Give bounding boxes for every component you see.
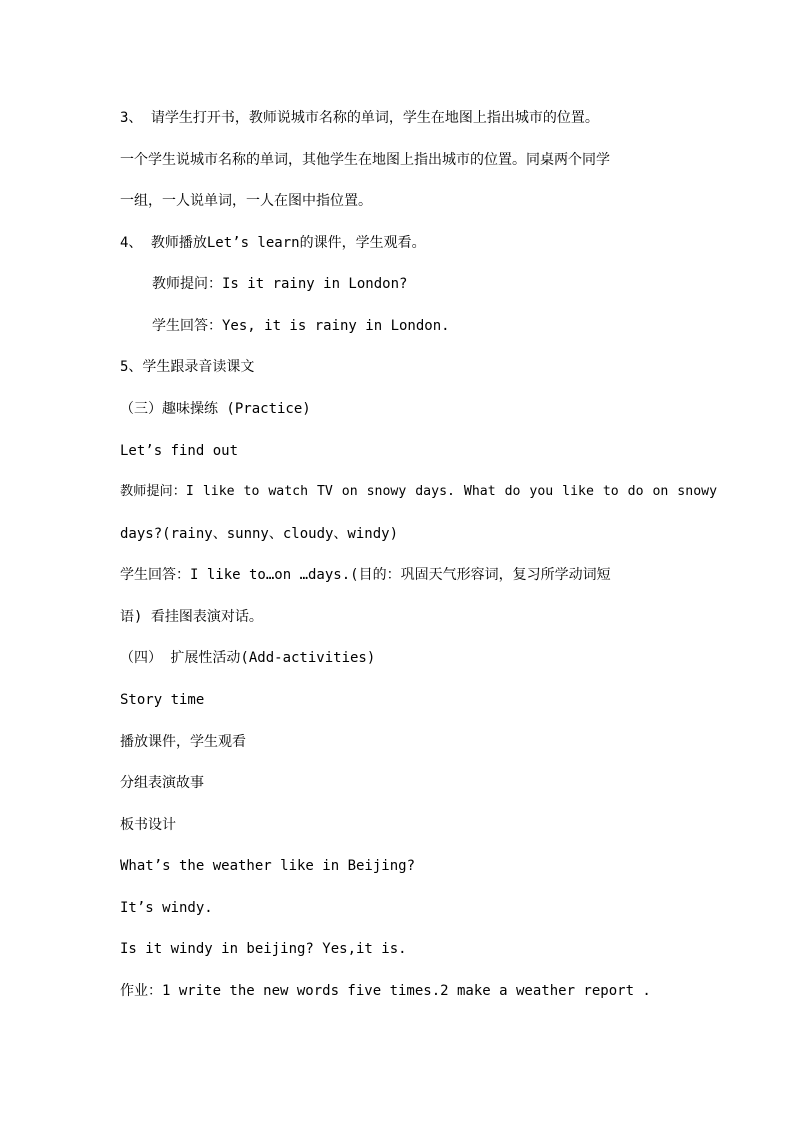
- text-line: Story time: [120, 692, 205, 708]
- text-line: Let’s find out: [120, 443, 239, 459]
- text-line: 学生回答：Yes, it is rainy in London.: [152, 318, 450, 334]
- text-line: 分组表演故事: [120, 775, 204, 791]
- text-line: 4、 教师播放Let’s learn的课件，学生观看。: [120, 235, 426, 251]
- text-line: 教师提问：I like to watch TV on snowy days. What do you like to do on snowy: [120, 484, 718, 499]
- section-heading: （四） 扩展性活动(Add-activities): [120, 650, 376, 666]
- text-line: 5、学生跟录音读课文: [120, 359, 255, 375]
- text-line: Is it windy in beijing? Yes,it is.: [120, 941, 407, 957]
- text-line: 播放课件，学生观看: [120, 734, 246, 750]
- text-line: days?(rainy、sunny、cloudy、windy): [120, 526, 399, 542]
- text-line: It’s windy.: [120, 900, 213, 916]
- text-line: What’s the weather like in Beijing?: [120, 858, 416, 874]
- text-line: 语) 看挂图表演对话。: [120, 609, 263, 625]
- text-line: 板书设计: [120, 817, 176, 833]
- text-line: 一个学生说城市名称的单词，其他学生在地图上指出城市的位置。同桌两个同学: [120, 152, 610, 168]
- text-line: 3、 请学生打开书，教师说城市名称的单词，学生在地图上指出城市的位置。: [120, 110, 599, 126]
- section-heading: （三）趣味操练 (Practice): [120, 401, 311, 417]
- text-line: 教师提问：Is it rainy in London?: [152, 276, 408, 292]
- text-line: 一组，一人说单词，一人在图中指位置。: [120, 193, 372, 209]
- text-line: 作业：1 write the new words five times.2 make a weather report .: [120, 983, 651, 999]
- text-line: 学生回答：I like to…on …days.(目的：巩固天气形容词，复习所学动词短: [120, 567, 611, 583]
